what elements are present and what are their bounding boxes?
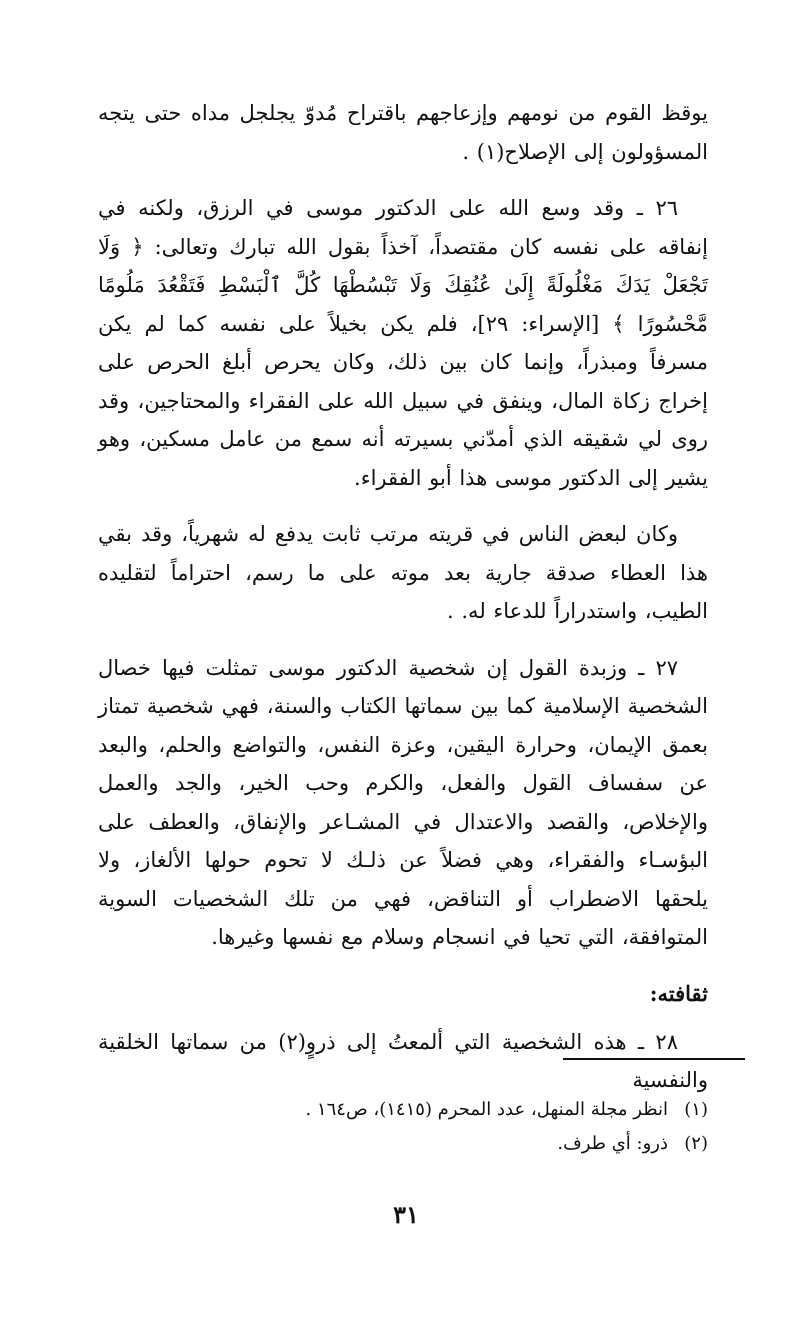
footnote-divider: [563, 1058, 745, 1060]
page-body: [98, 94, 708, 1118]
paragraph-26: ٢٦ ـ وقد وسع الله على الدكتور موسى في الرزق، ولكنه في إنفاقه على نفسه كان مقتصداً، آخذاً بقول الله تبارك وتعالى: ﴿ وَلَا تَجْعَلْ يَدَكَ مَغْلُولَةً إِلَىٰ عُنُقِكَ وَلَا تَبْسُطْهَا كُلَّ ٱلْبَسْطِ فَتَقْعُدَ مَلُومًا مَّحْسُورًا ﴾ [الإسراء: ٢٩]، فلم يكن بخيلاً على نفسه كما لم يكن مسرفاً ومبذراً، وإنما كان بين ذلك، وكان يحرص أبلغ الحرص على إخراج زكاة المال، وينفق في سبيل الله على الفقراء والمحتاجين، وقد روى لي شقيقه الذي أمدّني بسيرته أنه سمع من عامل مسكين، وهو يشير إلى الدكتور موسى هذا أبو الفقراء.: [98, 196, 708, 490]
footnote-text: ذرو: أي طرف.: [557, 1133, 668, 1154]
page-number: ٣١: [393, 1200, 419, 1229]
footnote-number: (٢): [684, 1133, 708, 1154]
paragraph-charity: وكان لبعض الناس في قريته مرتب ثابت يدفع له شهرياً، وقد بقي هذا العطاء صدقة جارية بعد موته على ما رسم، احتراماً لتقليده الطيب، واستدراراً للدعاء له. .: [98, 522, 708, 623]
footnote-2: [98, 1127, 708, 1161]
footnote-number: (١): [684, 1099, 708, 1120]
paragraph-intro: يوقظ القوم من نومهم وإزعاجهم باقتراح مُدوّ يجلجل مداه حتى يتجه المسؤولون إلى الإصلاح(١) .: [98, 101, 708, 164]
paragraph-27: ٢٧ ـ وزبدة القول إن شخصية الدكتور موسى تمثلت فيها خصال الشخصية الإسلامية كما بين سماتها الكتاب والسنة، فهي شخصية تمتاز بعمق الإيمان، وحرارة اليقين، وعزة النفس، والتواضع والحلم، والبعد عن سفساف القول والفعل، والكرم وحب الخير، والجد والعمل والإخلاص، والقصد والاعتدال في المشـاعر والإنفاق، والعطف على البؤسـاء والفقراء، وهي فضلاً عن ذلـك لا تحوم حولها الألغاز، ولا يلحقها الاضطراب أو التناقض، فهي من تلك الشخصيات السوية المتوافقة، التي تحيا في انسجام وسلام مع نفسها وغيرها.: [98, 655, 708, 949]
footnotes: [98, 1093, 708, 1161]
footnote-1: [98, 1093, 708, 1127]
section-heading: ثقافته:: [649, 980, 708, 1006]
footnote-text: انظر مجلة المنهل، عدد المحرم (١٤١٥)، ص١٦٤ .: [305, 1099, 668, 1120]
paragraph-28: ٢٨ ـ هذه الشخصية التي ألمعتُ إلى ذروٍ(٢) من سماتها الخلقية والنفسية: [98, 1029, 708, 1092]
